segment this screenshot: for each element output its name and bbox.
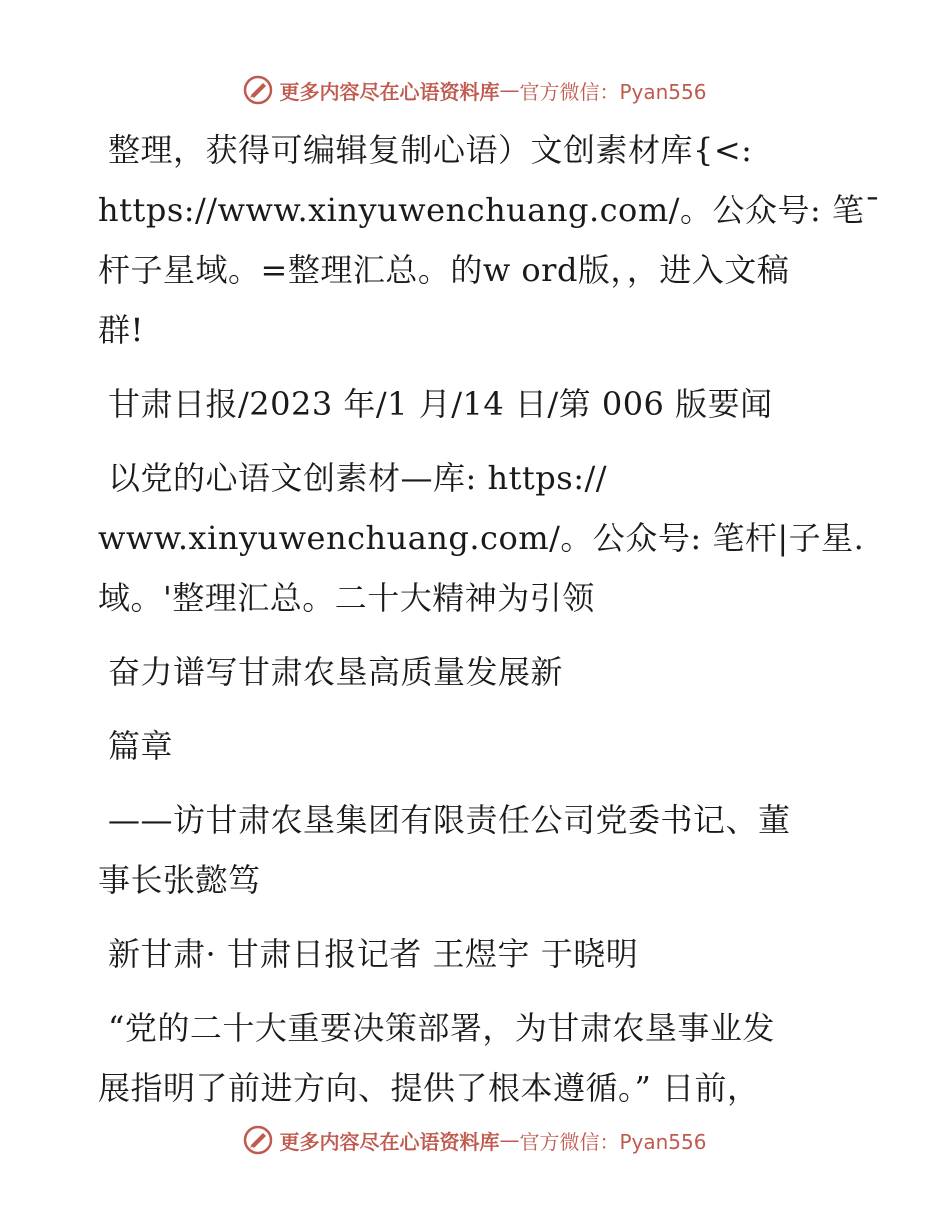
text-line: 杆子星域。=整理汇总。的w ord版，，进入文稿 <box>98 251 790 289</box>
article-title: 奋力谱写甘肃农垦高质量发展新 <box>108 653 564 691</box>
article-subtitle: 事长张懿笃 <box>98 861 261 899</box>
text-line: 域。'整理汇总。二十大精神为引领 <box>98 579 595 617</box>
article-subtitle: ——访甘肃农垦集团有限责任公司党委书记、董 <box>108 801 791 839</box>
text-line: https://www.xinyuwenchuang.com/。公众号: 笔¯ <box>98 191 881 229</box>
banner-wechat: 官方微信：Pyan556 <box>519 1129 707 1154</box>
banner-text: 更多内容尽在心语资料库 <box>279 79 500 104</box>
article-title: 篇章 <box>108 727 174 765</box>
text-line: 展指明了前进方向、提供了根本遵循。” 日前， <box>98 1069 760 1107</box>
text-line: 以党的心语文创素材—库: https:// <box>108 459 608 497</box>
text-line: www.xinyuwenchuang.com/。公众号: 笔杆|子星. <box>98 519 865 557</box>
footer-watermark-banner <box>0 1120 950 1160</box>
byline: 新甘肃· 甘肃日报记者 王煜宇 于晓明 <box>108 935 639 973</box>
text-line: “党的二十大重要决策部署，为甘肃农垦事业发 <box>108 1009 775 1047</box>
banner-text: 更多内容尽在心语资料库 <box>279 1129 500 1154</box>
header-watermark-banner <box>0 70 950 110</box>
banner-wechat: 官方微信：Pyan556 <box>519 79 707 104</box>
document-body <box>98 120 881 1118</box>
banner-dash: — <box>499 78 520 102</box>
publication-info: 甘肃日报/2023 年/1 月/14 日/第 006 版要闻 <box>108 385 773 423</box>
banner-dash: — <box>499 1128 520 1152</box>
brand-logo-icon <box>243 1125 273 1155</box>
brand-logo-icon <box>243 75 273 105</box>
text-line: 整理，获得可编辑复制心语）文创素材库{<: <box>108 131 753 169</box>
text-line: 群! <box>98 311 144 349</box>
